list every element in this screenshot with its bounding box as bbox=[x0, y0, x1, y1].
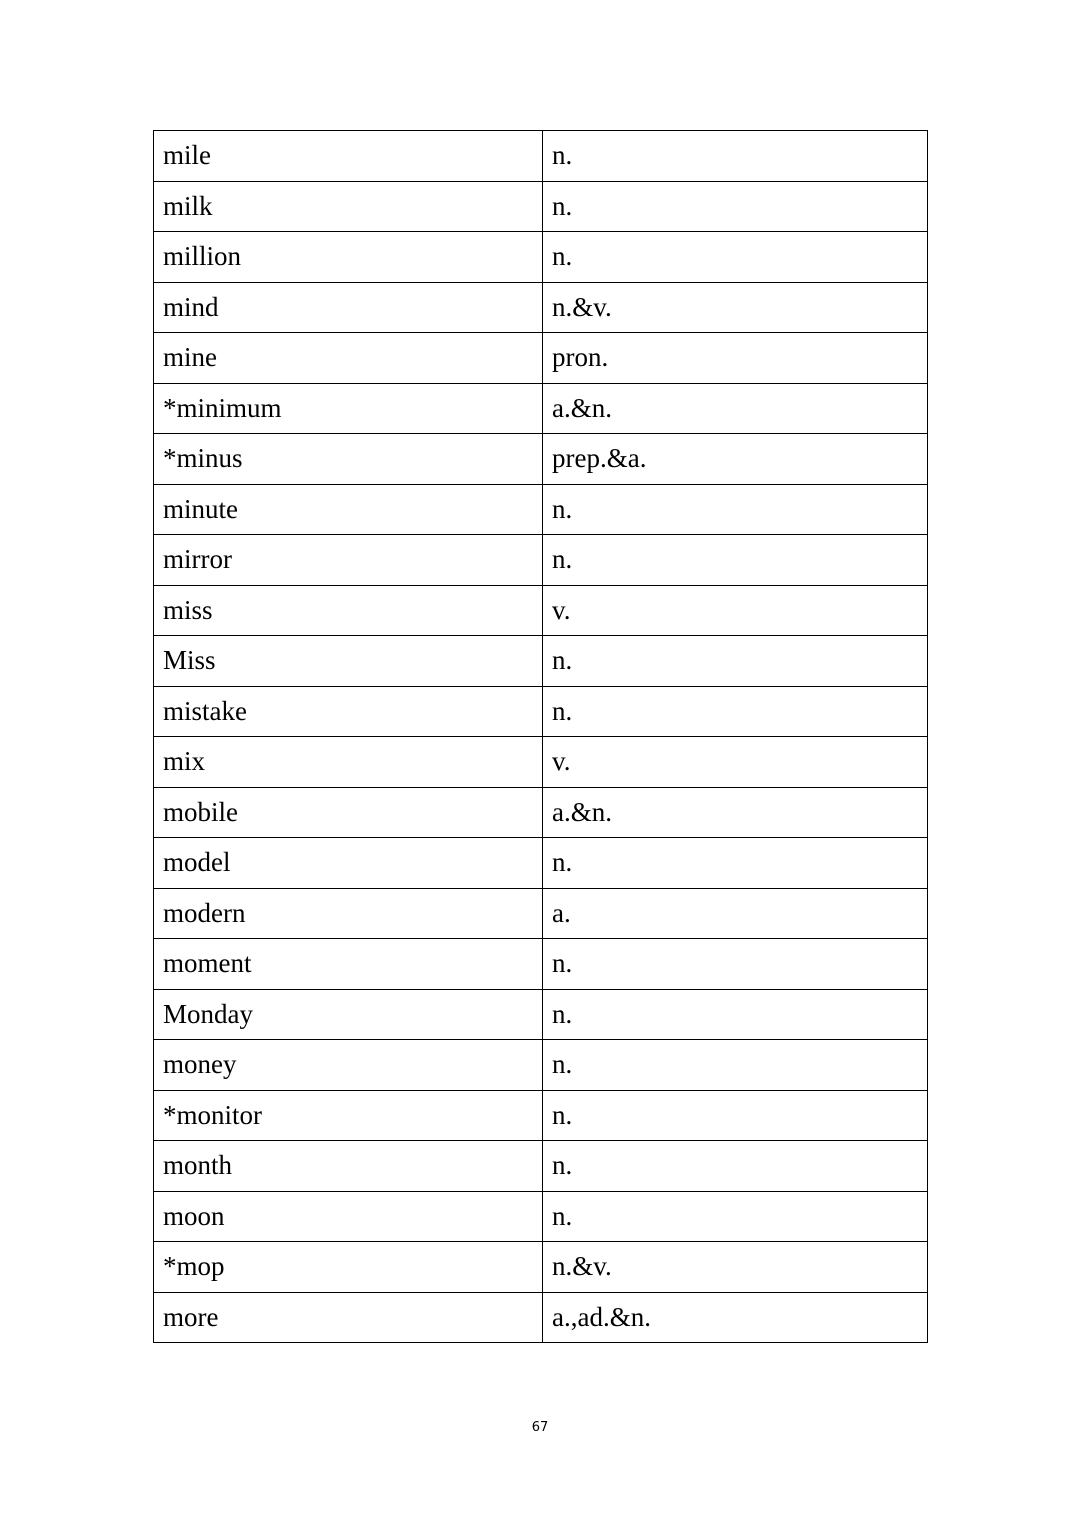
part-of-speech-cell: n. bbox=[543, 636, 928, 687]
table-row bbox=[154, 1090, 928, 1141]
part-of-speech-cell: v. bbox=[543, 737, 928, 788]
table-row bbox=[154, 1141, 928, 1192]
part-of-speech-cell: pron. bbox=[543, 333, 928, 384]
part-of-speech-cell: a.&n. bbox=[543, 787, 928, 838]
word-cell: mobile bbox=[154, 787, 543, 838]
table-row bbox=[154, 686, 928, 737]
table-row bbox=[154, 989, 928, 1040]
word-cell: mile bbox=[154, 131, 543, 182]
table-row bbox=[154, 1242, 928, 1293]
table-row bbox=[154, 383, 928, 434]
part-of-speech-cell: n. bbox=[543, 535, 928, 586]
part-of-speech-cell: n. bbox=[543, 181, 928, 232]
word-cell: month bbox=[154, 1141, 543, 1192]
part-of-speech-cell: a.,ad.&n. bbox=[543, 1292, 928, 1343]
part-of-speech-cell: n. bbox=[543, 131, 928, 182]
table-row bbox=[154, 181, 928, 232]
table-row bbox=[154, 585, 928, 636]
table-row bbox=[154, 737, 928, 788]
word-cell: mind bbox=[154, 282, 543, 333]
table-row bbox=[154, 1040, 928, 1091]
word-cell: Monday bbox=[154, 989, 543, 1040]
part-of-speech-cell: n. bbox=[543, 1090, 928, 1141]
part-of-speech-cell: n.&v. bbox=[543, 282, 928, 333]
part-of-speech-cell: n. bbox=[543, 838, 928, 889]
word-cell: *minus bbox=[154, 434, 543, 485]
word-cell: moment bbox=[154, 939, 543, 990]
word-cell: *mop bbox=[154, 1242, 543, 1293]
part-of-speech-cell: n. bbox=[543, 989, 928, 1040]
part-of-speech-cell: n. bbox=[543, 1141, 928, 1192]
word-cell: milk bbox=[154, 181, 543, 232]
table-row bbox=[154, 232, 928, 283]
part-of-speech-cell: n. bbox=[543, 939, 928, 990]
table-row bbox=[154, 787, 928, 838]
page-number: 67 bbox=[531, 1420, 549, 1435]
part-of-speech-cell: n.&v. bbox=[543, 1242, 928, 1293]
word-cell: mine bbox=[154, 333, 543, 384]
word-cell: *monitor bbox=[154, 1090, 543, 1141]
part-of-speech-cell: n. bbox=[543, 1191, 928, 1242]
part-of-speech-cell: a. bbox=[543, 888, 928, 939]
table-row bbox=[154, 888, 928, 939]
table-row bbox=[154, 1191, 928, 1242]
word-cell: Miss bbox=[154, 636, 543, 687]
word-cell: moon bbox=[154, 1191, 543, 1242]
table-row bbox=[154, 939, 928, 990]
word-cell: money bbox=[154, 1040, 543, 1091]
word-cell: minute bbox=[154, 484, 543, 535]
part-of-speech-cell: v. bbox=[543, 585, 928, 636]
part-of-speech-cell: n. bbox=[543, 232, 928, 283]
table-row bbox=[154, 1292, 928, 1343]
table-row bbox=[154, 282, 928, 333]
table-row bbox=[154, 131, 928, 182]
word-cell: miss bbox=[154, 585, 543, 636]
word-cell: mirror bbox=[154, 535, 543, 586]
table-row bbox=[154, 535, 928, 586]
word-cell: mistake bbox=[154, 686, 543, 737]
word-cell: more bbox=[154, 1292, 543, 1343]
part-of-speech-cell: prep.&a. bbox=[543, 434, 928, 485]
part-of-speech-cell: a.&n. bbox=[543, 383, 928, 434]
word-cell: *minimum bbox=[154, 383, 543, 434]
word-cell: mix bbox=[154, 737, 543, 788]
word-cell: modern bbox=[154, 888, 543, 939]
word-cell: model bbox=[154, 838, 543, 889]
vocabulary-table-body bbox=[154, 131, 928, 1343]
table-row bbox=[154, 333, 928, 384]
table-row bbox=[154, 838, 928, 889]
table-row bbox=[154, 434, 928, 485]
part-of-speech-cell: n. bbox=[543, 686, 928, 737]
part-of-speech-cell: n. bbox=[543, 1040, 928, 1091]
table-row bbox=[154, 636, 928, 687]
word-cell: million bbox=[154, 232, 543, 283]
vocabulary-table bbox=[153, 130, 928, 1343]
table-row bbox=[154, 484, 928, 535]
part-of-speech-cell: n. bbox=[543, 484, 928, 535]
